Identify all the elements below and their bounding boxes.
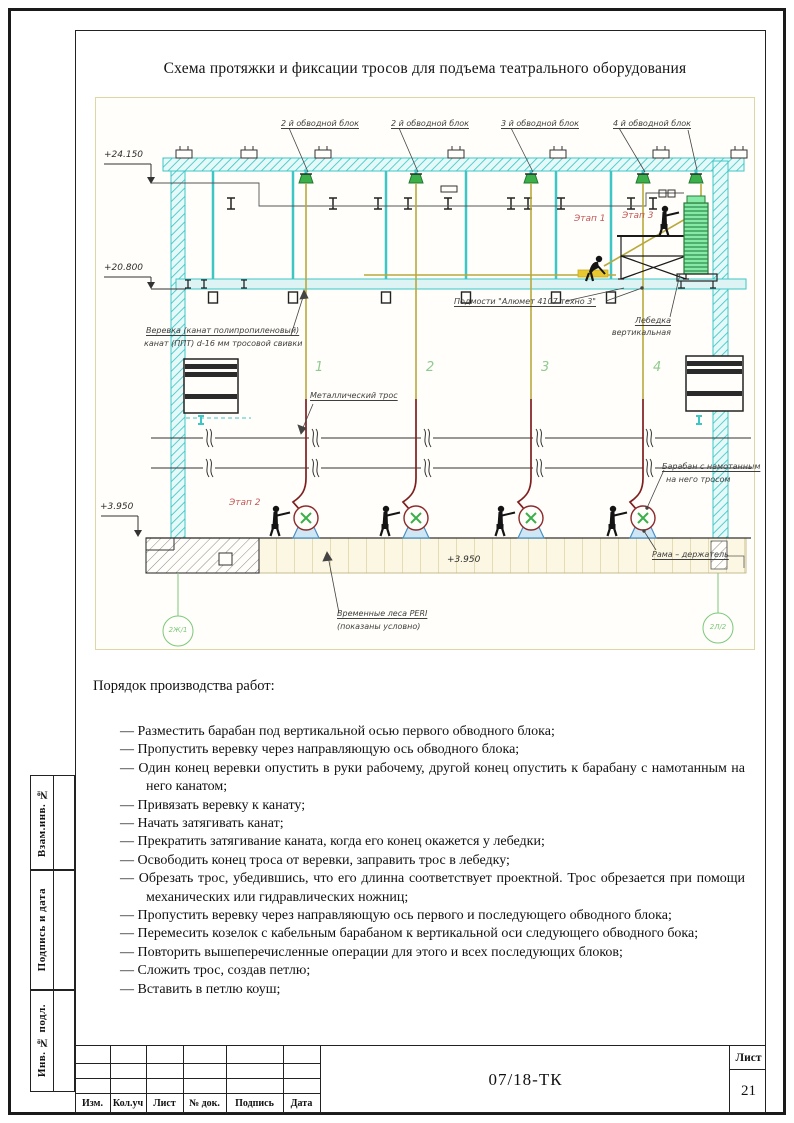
- stamp-box-podpis: [30, 870, 75, 990]
- peri-label-line2: (показаны условно): [337, 622, 421, 631]
- list-item: — Пропустить веревку через направляющую ось первого и последующего обводного блока;: [120, 908, 672, 924]
- tb-col-koluch: Кол.уч: [112, 1098, 144, 1109]
- tb-col-izm: Изм.: [82, 1098, 103, 1109]
- list-item: — Пропустить веревку через направляющую ось обводного блока;: [120, 742, 520, 758]
- drum-label-line1: Барабан с намотанным: [662, 462, 761, 471]
- stage-3-label: Этап 3: [622, 211, 654, 221]
- rope-number-1: 1: [315, 360, 324, 375]
- technical-drawing: [95, 97, 761, 650]
- metal-cable-label: Металлический трос: [310, 391, 398, 400]
- block-label-1: 2 й обводной блок: [281, 119, 359, 128]
- elevation-floor-right: +3.950: [447, 555, 481, 565]
- title-block: [75, 1045, 766, 1113]
- elevation-top: +24.150: [104, 150, 144, 160]
- block-label-3: 3 й обводной блок: [501, 119, 579, 128]
- list-item: — Привязать веревку к канату;: [120, 797, 306, 813]
- rope-number-4: 4: [653, 360, 662, 375]
- procedure-heading: Порядок производства работ:: [93, 678, 275, 694]
- stamp-label-podpis: Подпись и дата: [36, 888, 48, 972]
- list-item: — Разместить барабан под вертикальной осью первого обводного блока;: [120, 724, 555, 739]
- document-number: 07/18-ТК: [488, 1070, 563, 1089]
- tb-col-list: Лист: [153, 1098, 176, 1109]
- winch-label-line1: Лебедка: [634, 316, 671, 325]
- list-marker: —: [120, 724, 134, 739]
- stage-1-label: Этап 1: [574, 214, 606, 224]
- list-item: — Один конец веревки опустить в руки рабочему, другой конец опустить к барабану с намотанным на него канатом;: [120, 760, 746, 795]
- stamp-box-inv: [30, 990, 75, 1092]
- sheet-label: Лист: [735, 1051, 762, 1064]
- drum-label-line2: на него тросом: [666, 475, 731, 484]
- block-label-2: 2 й обводной блок: [391, 119, 469, 128]
- list-item: — Обрезать трос, убедившись, что его длинна соответствует проектной. Трос обрезается при помощи механических или гидравлических ножниц;: [120, 871, 745, 905]
- procedure-list: [120, 723, 745, 999]
- tb-col-data: Дата: [290, 1098, 313, 1109]
- frame-holder-label: Рама – держатель: [652, 550, 729, 559]
- list-item: — Сложить трос, создав петлю;: [120, 963, 311, 979]
- stamp-box-vzam: [30, 775, 75, 870]
- tb-col-podpis: Подпись: [235, 1098, 274, 1109]
- stamp-label-vzam: Взам.инв. №: [36, 787, 48, 858]
- scaffold-tower-label: Подмости "Алюмет 4107 техно 3": [454, 297, 596, 306]
- list-item: — Перемесить козелок с кабельным барабаном к вертикальной оси следующего обводного бока;: [120, 926, 699, 942]
- list-item: — Вставить в петлю коуш;: [120, 981, 281, 997]
- winch-label-line2: вертикальная: [611, 328, 671, 337]
- peri-label-line1: Временные леса PERI: [337, 609, 428, 618]
- rope-label-line2: канат (ППТ) d-16 мм тросовой свивки: [144, 339, 303, 348]
- tb-col-dok: № док.: [189, 1098, 220, 1109]
- rope-number-3: 3: [541, 360, 550, 375]
- rope-number-2: 2: [426, 360, 435, 375]
- list-item: — Повторить вышеперечисленные операции для этого и всех последующих блоков;: [120, 944, 623, 960]
- block-label-4: 4 й обводной блок: [613, 119, 691, 128]
- page-title: Схема протяжки и фиксации тросов для подъема театрального оборудования: [163, 60, 687, 77]
- list-item: — Освободить конец троса от веревки, заправить трос в лебедку;: [120, 852, 510, 868]
- list-item: — Начать затягивать канат;: [120, 816, 284, 832]
- list-item: — Прекратить затягивание каната, когда его конец окажется у лебедки;: [120, 834, 545, 850]
- stamp-label-inv: Инв. № подл.: [36, 1004, 48, 1078]
- rope-label-line1: Веревка (канат полипропиленовый): [146, 326, 300, 335]
- grid-mark-right: 2Л/2: [709, 623, 727, 631]
- grid-mark-left: 2Ж/1: [168, 626, 188, 634]
- stage-2-label: Этап 2: [229, 498, 261, 508]
- elevation-floor-left: +3.950: [100, 502, 134, 512]
- elevation-mid: +20.800: [104, 263, 144, 273]
- sheet-number: 21: [741, 1083, 756, 1099]
